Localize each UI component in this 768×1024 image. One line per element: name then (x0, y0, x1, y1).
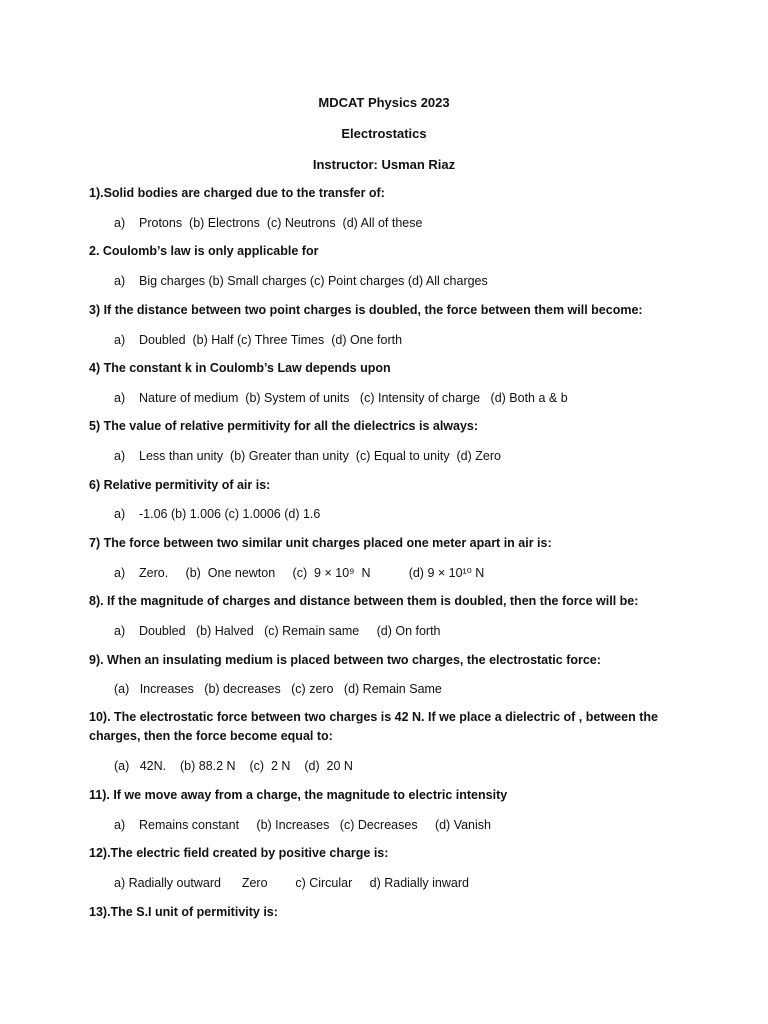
question-12: 12).The electric field created by positive charge is: (89, 846, 389, 860)
document-subject: Electrostatics (341, 126, 427, 141)
answer-options-11: a) Remains constant (b) Increases (c) Decreases (d) Vanish (114, 818, 491, 832)
answer-options-3: a) Doubled (b) Half (c) Three Times (d) One forth (114, 333, 403, 347)
question-4: 4) The constant k in Coulomb’s Law depends upon (89, 361, 391, 375)
answer-options-2: a) Big charges (b) Small charges (c) Point charges (d) All charges (114, 274, 488, 288)
question-3: 3) If the distance between two point charges is doubled, the force between them will become: (89, 303, 643, 317)
answer-options-4: a) Nature of medium (b) System of units (c) Intensity of charge (d) Both a & b (114, 391, 568, 405)
question-1: 1).Solid bodies are charged due to the transfer of: (89, 186, 385, 200)
answer-options-12: a) Radially outward Zero c) Circular d) Radially inward (114, 876, 469, 890)
question-7: 7) The force between two similar unit charges placed one meter apart in air is: (89, 536, 552, 550)
answer-options-5: a) Less than unity (b) Greater than unity (c) Equal to unity (d) Zero (114, 449, 501, 463)
question-9: 9). When an insulating medium is placed between two charges, the electrostatic force: (89, 653, 601, 667)
answer-options-6: a) -1.06 (b) 1.006 (c) 1.0006 (d) 1.6 (114, 507, 321, 521)
question-6: 6) Relative permitivity of air is: (89, 478, 271, 492)
question-2: 2. Coulomb’s law is only applicable for (89, 244, 319, 258)
question-10: 10). The electrostatic force between two charges is 42 N. If we place a dielectric of , between the charges, then the force become equal to: (89, 710, 658, 743)
document-title: MDCAT Physics 2023 (318, 95, 450, 110)
question-13: 13).The S.I unit of permitivity is: (89, 905, 278, 919)
question-11: 11). If we move away from a charge, the magnitude to electric intensity (89, 788, 508, 802)
document-instructor: Instructor: Usman Riaz (312, 157, 456, 172)
question-8: 8). If the magnitude of charges and distance between them is doubled, then the force will be: (89, 594, 639, 608)
answer-options-1: a) Protons (b) Electrons (c) Neutrons (d) All of these (114, 216, 423, 230)
answer-options-8: a) Doubled (b) Halved (c) Remain same (d) On forth (114, 624, 441, 638)
answer-options-9: (a) Increases (b) decreases (c) zero (d) Remain Same (114, 682, 442, 696)
answer-options-7: a) Zero. (b) One newton (c) 9 × 10⁹ N (d) 9 × 10¹⁰ N (114, 566, 485, 580)
question-5: 5) The value of relative permitivity for all the dielectrics is always: (89, 419, 479, 433)
answer-options-10: (a) 42N. (b) 88.2 N (c) 2 N (d) 20 N (114, 759, 353, 773)
